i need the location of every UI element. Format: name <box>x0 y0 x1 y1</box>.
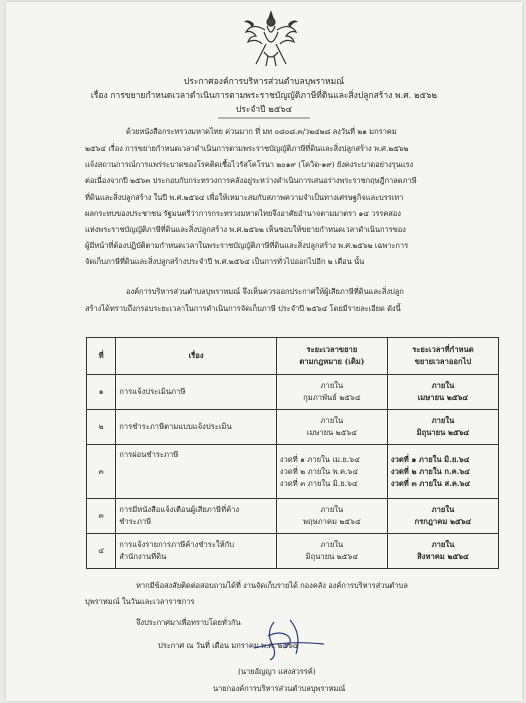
row-number: ๑ <box>87 375 116 410</box>
body-paragraph-line: ด้วยหนังสือกระทรวงมหาดไทย ด่วนมาก ที่ มท ๐๘๐๘.๓/ว๒๔๒๘ ลงวันที่ ๒๑ มกราคม <box>126 127 397 136</box>
row-topic: การมีหนังสือแจ้งเตือนผู้เสียภาษีที่ค้าง ชำระภาษี <box>116 499 277 534</box>
row-old-deadline: ภายใน พฤษภาคม ๒๕๖๔ <box>276 499 387 534</box>
table-row <box>87 534 499 569</box>
row-new-deadline: ภายใน สิงหาคม ๒๕๖๔ <box>387 534 498 569</box>
announcement-date: ประกาศ ณ วันที่ เดือน มกราคม พ.ศ. ๒๕๖๔ <box>158 641 299 650</box>
row-old-deadline: งวดที่ ๑ ภายใน เม.ย.๖๔ งวดที่ ๒ ภายใน พ.ค.๖๔ งวดที่ ๓ ภายใน มิ.ย.๖๔ <box>276 445 387 499</box>
row-new-deadline: งวดที่ ๑ ภายใน มิ.ย.๖๔ งวดที่ ๒ ภายใน ก.ค.๖๔ งวดที่ ๓ ภายใน ส.ค.๖๔ <box>387 445 498 499</box>
row-topic: การชำระภาษีตามแบบแจ้งประเมิน <box>116 410 277 445</box>
body-paragraph-line: ๒๕๖๔ เรื่อง การขยายกำหนดเวลาดำเนินการตามพระราชบัญญัติภาษีที่ดินและสิ่งปลูกสร้าง พ.ศ.๒๕๖๒ <box>85 144 409 153</box>
column-header-topic: เรื่อง <box>116 338 277 375</box>
body-paragraph-line: แจ้งสถานการณ์การแพร่ระบาดของโรคติดเชื้อไวรัสโคโรนา ๒๐๑๙ (โควิด-๑๙) ยังคงระบาดอย่างรุนแรง <box>85 160 414 169</box>
row-topic: การผ่อนชำระภาษี <box>116 445 277 499</box>
row-number: ๔ <box>87 534 116 569</box>
handwritten-signature <box>244 614 334 664</box>
signer-title: นายกองค์การบริหารส่วนตำบลบุพราหมณ์ <box>213 684 346 693</box>
body-paragraph-line: ผลกระทบของประชาชน รัฐมนตรีว่าการกระทรวงมหาดไทยจึงอาศัยอำนาจตามมาตรา ๑๔ วรรคสอง <box>85 209 401 218</box>
document-page <box>6 2 522 701</box>
announcement-subject: เรื่อง การขยายกำหนดเวลาดำเนินการตามพระราชบัญญัติภาษีที่ดินและสิ่งปลูกสร้าง พ.ศ. ๒๕๖๒ <box>90 91 438 101</box>
row-old-deadline: ภายใน มิถุนายน ๒๕๖๔ <box>276 534 387 569</box>
body-paragraph-line: จัดเก็บภาษีที่ดินและสิ่งปลูกสร้างประจำปี พ.ศ.๒๕๖๔ เป็นการทั่วไปออกไปอีก ๒ เดือน นั้น <box>85 257 365 266</box>
inquiry-text: บุพราหมณ์ ในวันและเวลาราชการ <box>85 597 195 606</box>
signer-name: (นายอัญญา แสงสวรรค์) <box>238 667 316 676</box>
row-new-deadline: ภายใน มิถุนายน ๒๕๖๔ <box>387 410 498 445</box>
title-divider <box>218 116 310 120</box>
row-new-deadline: ภายใน กรกฎาคม ๒๕๖๔ <box>387 499 498 534</box>
row-old-deadline: ภายใน เมษายน ๒๕๖๔ <box>276 410 387 445</box>
body-paragraph-line: แห่งพระราชบัญญัติภาษีที่ดินและสิ่งปลูกสร้าง พ.ศ.๒๕๖๒ เห็นชอบให้ขยายกำหนดเวลาดำเนินการของ <box>85 225 406 234</box>
body-paragraph-line: ผู้มีหน้าที่ต้องปฏิบัติตามกำหนดเวลาในพระราชบัญญัติภาษีที่ดินและสิ่งปลูกสร้าง พ.ศ.๒๕๖๒ เฉพาะการ <box>85 241 409 250</box>
table-row <box>87 445 499 499</box>
table-header-row <box>87 338 499 375</box>
row-topic: การแจ้งประเมินภาษี <box>116 375 277 410</box>
announce-text: จึงประกาศมาเพื่อทราบโดยทั่วกัน <box>136 618 241 627</box>
column-header-old-deadline: ระยะเวลาขยาย ตามกฎหมาย (เดิม) <box>276 338 387 375</box>
row-number: ๓ <box>87 445 116 499</box>
schedule-table <box>86 337 499 569</box>
announcement-title: ประกาศองค์การบริหารส่วนตำบลบุพราหมณ์ <box>183 77 345 87</box>
inquiry-text: หากมีข้อสงสัยติดต่อสอบถามได้ที่ งานจัดเก็บรายได้ กองคลัง องค์การบริหารส่วนตำบล <box>136 581 408 590</box>
body-paragraph-line: องค์การบริหารส่วนตำบลบุพราหมณ์ จึงเห็นควรออกประกาศให้ผู้เสียภาษีที่ดินและสิ่งปลูก <box>126 287 404 296</box>
row-old-deadline: ภายใน กุมภาพันธ์ ๒๕๖๔ <box>276 375 387 410</box>
table-row <box>87 375 499 410</box>
row-new-deadline: ภายใน เมษายน ๒๕๖๔ <box>387 375 498 410</box>
row-topic: การแจ้งรายการภาษีค้างชำระให้กับ สำนักงานที่ดิน <box>116 534 277 569</box>
body-paragraph-line: สร้างได้ทราบถึงกรอบระยะเวลาในการดำเนินการจัดเก็บภาษี ประจำปี ๒๕๖๔ โดยมีรายละเอียด ดังนี้ <box>85 304 401 313</box>
announcement-year: ประจำปี ๒๕๖๔ <box>235 105 293 115</box>
garuda-emblem-icon <box>242 8 300 70</box>
column-header-no: ที่ <box>87 338 116 375</box>
row-number: ๓ <box>87 499 116 534</box>
body-paragraph-line: ที่ดินและสิ่งปลูกสร้าง ในปี พ.ศ.๒๕๖๔ เพื่อให้เหมาะสมกับสภาพความจำเป็นทางเศรษฐกิจและบรรเทา <box>85 193 404 202</box>
row-number: ๒ <box>87 410 116 445</box>
table-row <box>87 410 499 445</box>
column-header-new-deadline: ระยะเวลาที่กำหนด ขยายเวลาออกไป <box>387 338 498 375</box>
table-row <box>87 499 499 534</box>
body-paragraph-line: ต่อเนื่องจากปี ๒๕๖๓ ประกอบกับกระทรวงการคลังอยู่ระหว่างดำเนินการเสนอร่างพระราชกฤษฎีกาลดภาษี <box>85 176 417 185</box>
